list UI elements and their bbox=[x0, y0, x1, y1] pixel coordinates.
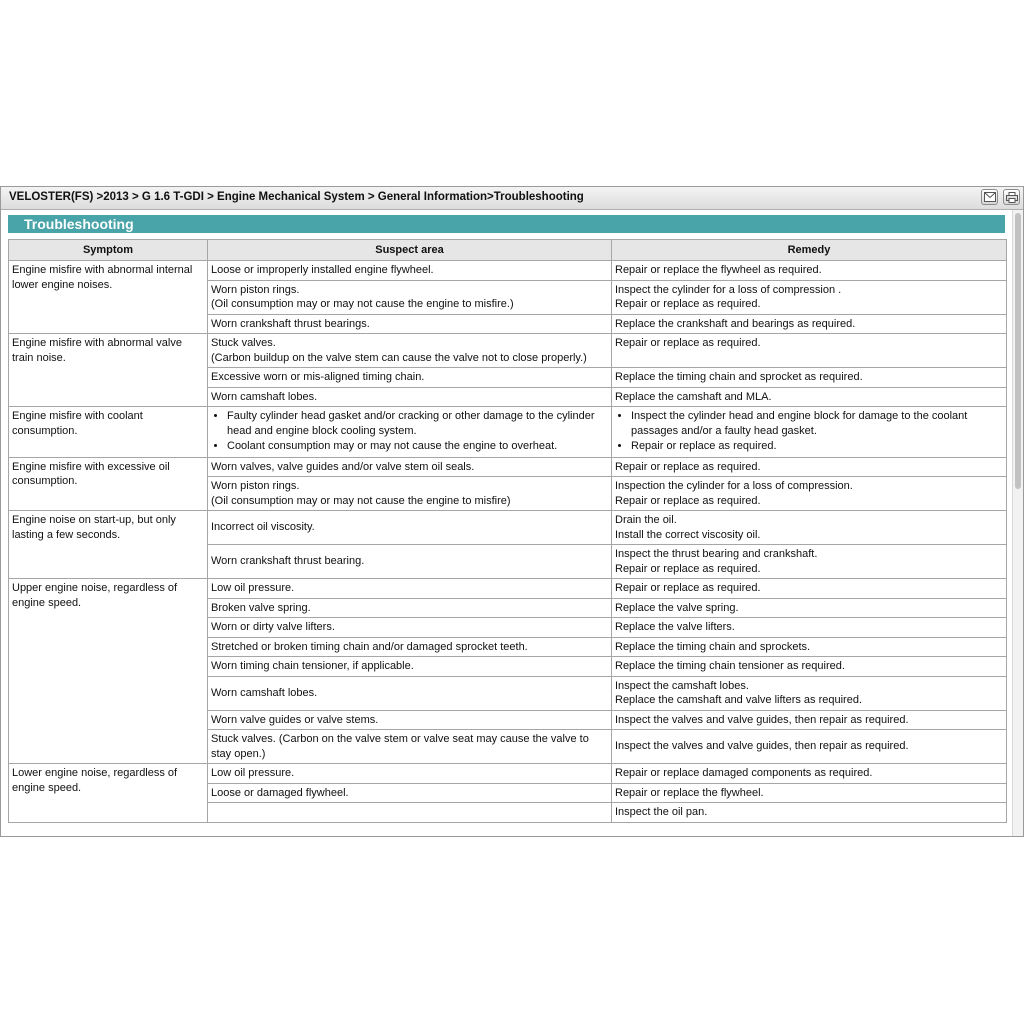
text-line: Repair or replace as required. bbox=[615, 298, 761, 310]
remedy-cell bbox=[612, 280, 1007, 314]
remedy-cell bbox=[612, 803, 1007, 823]
suspect-area-cell bbox=[208, 261, 612, 281]
bullet-list bbox=[211, 409, 608, 454]
suspect-area-cell bbox=[208, 730, 612, 764]
text-line: Replace the camshaft and MLA. bbox=[615, 390, 772, 403]
bullet-item: • Coolant consumption may or may not cause the engine to overheat. bbox=[227, 439, 608, 454]
bullet-item: • Inspect the cylinder head and engine block for damage to the coolant passages and/or a faulty head gasket. bbox=[631, 409, 1003, 438]
text-line: Repair or replace the flywheel as required. bbox=[615, 264, 822, 276]
section-title: Troubleshooting bbox=[8, 215, 1005, 233]
text-line: Loose or improperly installed engine flywheel. bbox=[211, 264, 434, 276]
suspect-area-cell bbox=[208, 637, 612, 657]
text-line: Worn or dirty valve lifters. bbox=[211, 621, 335, 633]
suspect-area-cell bbox=[208, 710, 612, 730]
symptom-cell: Engine misfire with excessive oil consumption. bbox=[9, 457, 208, 511]
title-bar bbox=[1, 187, 1023, 210]
suspect-area-cell bbox=[208, 457, 612, 477]
email-icon bbox=[984, 192, 996, 202]
text-line: Inspect the cylinder for a loss of compression . bbox=[615, 283, 842, 296]
remedy-cell bbox=[612, 730, 1007, 764]
table-header-row bbox=[9, 240, 1007, 261]
remedy-cell bbox=[612, 545, 1007, 579]
column-header-remedy: Remedy bbox=[612, 240, 1007, 261]
text-line: Repair or replace as required. bbox=[615, 494, 761, 507]
suspect-area-cell bbox=[208, 511, 612, 545]
vertical-scrollbar[interactable] bbox=[1012, 210, 1023, 837]
breadcrumb[interactable]: VELOSTER(FS) >2013 > G 1.6 T-GDI > Engine Mechanical System > General Information>Troubleshooting bbox=[9, 191, 584, 203]
suspect-area-cell bbox=[208, 803, 612, 823]
remedy-cell bbox=[612, 618, 1007, 638]
table-row bbox=[9, 579, 1007, 599]
remedy-cell bbox=[612, 314, 1007, 334]
suspect-area-cell bbox=[208, 598, 612, 618]
remedy-cell bbox=[612, 657, 1007, 677]
text-line: Worn piston rings. bbox=[211, 283, 300, 296]
text-line: Worn crankshaft thrust bearings. bbox=[211, 317, 370, 330]
text-line: Worn valve guides or valve stems. bbox=[211, 713, 379, 726]
text-line: Worn valves, valve guides and/or valve stem oil seals. bbox=[211, 460, 475, 473]
symptom-cell: Engine misfire with abnormal valve train noise. bbox=[9, 334, 208, 407]
text-line: Inspection the cylinder for a loss of compression. bbox=[615, 480, 853, 492]
bullet-item: • Repair or replace as required. bbox=[631, 439, 1003, 454]
text-line: Replace the valve spring. bbox=[615, 601, 739, 614]
text-line: Replace the timing chain tensioner as required. bbox=[615, 660, 845, 672]
symptom-cell: Engine noise on start-up, but only lasting a few seconds. bbox=[9, 511, 208, 579]
suspect-area-cell bbox=[208, 407, 612, 458]
remedy-cell bbox=[612, 334, 1007, 368]
email-button[interactable] bbox=[981, 189, 998, 205]
column-header-suspect-area: Suspect area bbox=[208, 240, 612, 261]
remedy-cell bbox=[612, 261, 1007, 281]
text-line: Stretched or broken timing chain and/or damaged sprocket teeth. bbox=[211, 640, 528, 653]
text-line: Excessive worn or mis-aligned timing chain. bbox=[211, 371, 425, 383]
suspect-area-cell bbox=[208, 368, 612, 388]
text-line: Low oil pressure. bbox=[211, 767, 295, 779]
remedy-cell bbox=[612, 676, 1007, 710]
remedy-cell bbox=[612, 457, 1007, 477]
table-row bbox=[9, 457, 1007, 477]
suspect-area-cell bbox=[208, 334, 612, 368]
suspect-area-cell bbox=[208, 657, 612, 677]
remedy-cell bbox=[612, 511, 1007, 545]
text-line: Inspect the oil pan. bbox=[615, 806, 708, 818]
text-line: Worn camshaft lobes. bbox=[211, 390, 318, 403]
content-area bbox=[1, 210, 1012, 837]
remedy-cell bbox=[612, 764, 1007, 784]
text-line: Replace the crankshaft and bearings as required. bbox=[615, 317, 856, 330]
text-line: (Carbon buildup on the valve stem can cause the valve not to close properly.) bbox=[211, 351, 587, 364]
table-row bbox=[9, 764, 1007, 784]
text-line: Repair or replace as required. bbox=[615, 460, 761, 473]
text-line: Repair or replace as required. bbox=[615, 582, 761, 594]
suspect-area-cell bbox=[208, 618, 612, 638]
remedy-cell bbox=[612, 368, 1007, 388]
remedy-cell bbox=[612, 783, 1007, 803]
text-line: Worn crankshaft thrust bearing. bbox=[211, 555, 365, 568]
table-row bbox=[9, 261, 1007, 281]
suspect-area-cell bbox=[208, 579, 612, 599]
remedy-cell bbox=[612, 387, 1007, 407]
remedy-cell bbox=[612, 477, 1007, 511]
text-line: Worn timing chain tensioner, if applicable. bbox=[211, 660, 414, 672]
table-row bbox=[9, 334, 1007, 368]
suspect-area-cell bbox=[208, 676, 612, 710]
column-header-symptom: Symptom bbox=[9, 240, 208, 261]
text-line: Inspect the thrust bearing and crankshaft. bbox=[615, 548, 818, 560]
remedy-cell bbox=[612, 637, 1007, 657]
text-line: Replace the valve lifters. bbox=[615, 621, 735, 633]
text-line: Install the correct viscosity oil. bbox=[615, 528, 761, 541]
manual-window bbox=[0, 186, 1024, 837]
suspect-area-cell bbox=[208, 477, 612, 511]
text-line: Repair or replace damaged components as required. bbox=[615, 767, 873, 779]
suspect-area-cell bbox=[208, 783, 612, 803]
text-line: Inspect the valves and valve guides, then repair as required. bbox=[615, 713, 909, 726]
bullet-item: • Faulty cylinder head gasket and/or cracking or other damage to the cylinder head and engine block cooling system. bbox=[227, 409, 608, 438]
text-line: Inspect the camshaft lobes. bbox=[615, 679, 749, 692]
remedy-cell bbox=[612, 579, 1007, 599]
text-line: Inspect the valves and valve guides, then repair as required. bbox=[615, 740, 909, 753]
remedy-cell bbox=[612, 407, 1007, 458]
troubleshooting-table bbox=[8, 239, 1007, 823]
table-row bbox=[9, 511, 1007, 545]
scrollbar-thumb[interactable] bbox=[1015, 213, 1021, 489]
text-line: Worn piston rings. bbox=[211, 480, 300, 492]
text-line: Drain the oil. bbox=[615, 514, 677, 526]
suspect-area-cell bbox=[208, 387, 612, 407]
bullet-list bbox=[615, 409, 1003, 454]
text-line: Replace the timing chain and sprocket as required. bbox=[615, 371, 863, 383]
text-line: Repair or replace as required. bbox=[615, 562, 761, 575]
suspect-area-cell bbox=[208, 280, 612, 314]
remedy-cell bbox=[612, 710, 1007, 730]
symptom-cell: Engine misfire with coolant consumption. bbox=[9, 407, 208, 458]
print-icon bbox=[1006, 192, 1018, 203]
text-line: Replace the camshaft and valve lifters as required. bbox=[615, 694, 863, 706]
text-line: (Oil consumption may or may not cause the engine to misfire) bbox=[211, 494, 511, 507]
text-line: Broken valve spring. bbox=[211, 601, 311, 614]
suspect-area-cell bbox=[208, 545, 612, 579]
text-line: Repair or replace the flywheel. bbox=[615, 786, 764, 799]
table-row bbox=[9, 407, 1007, 458]
text-line: Low oil pressure. bbox=[211, 582, 295, 594]
text-line: Replace the timing chain and sprockets. bbox=[615, 640, 811, 653]
remedy-cell bbox=[612, 598, 1007, 618]
text-line: Stuck valves. (Carbon on the valve stem or valve seat may cause the valve to stay open.) bbox=[211, 733, 589, 760]
suspect-area-cell bbox=[208, 314, 612, 334]
print-button[interactable] bbox=[1003, 189, 1020, 205]
symptom-cell: Upper engine noise, regardless of engine speed. bbox=[9, 579, 208, 764]
text-line: Loose or damaged flywheel. bbox=[211, 786, 349, 799]
text-line: (Oil consumption may or may not cause the engine to misfire.) bbox=[211, 298, 514, 310]
symptom-cell: Lower engine noise, regardless of engine speed. bbox=[9, 764, 208, 823]
text-line: Worn camshaft lobes. bbox=[211, 686, 318, 699]
symptom-cell: Engine misfire with abnormal internal lower engine noises. bbox=[9, 261, 208, 334]
text-line: Stuck valves. bbox=[211, 337, 276, 349]
text-line: Incorrect oil viscosity. bbox=[211, 521, 315, 534]
text-line: Repair or replace as required. bbox=[615, 337, 761, 349]
suspect-area-cell bbox=[208, 764, 612, 784]
